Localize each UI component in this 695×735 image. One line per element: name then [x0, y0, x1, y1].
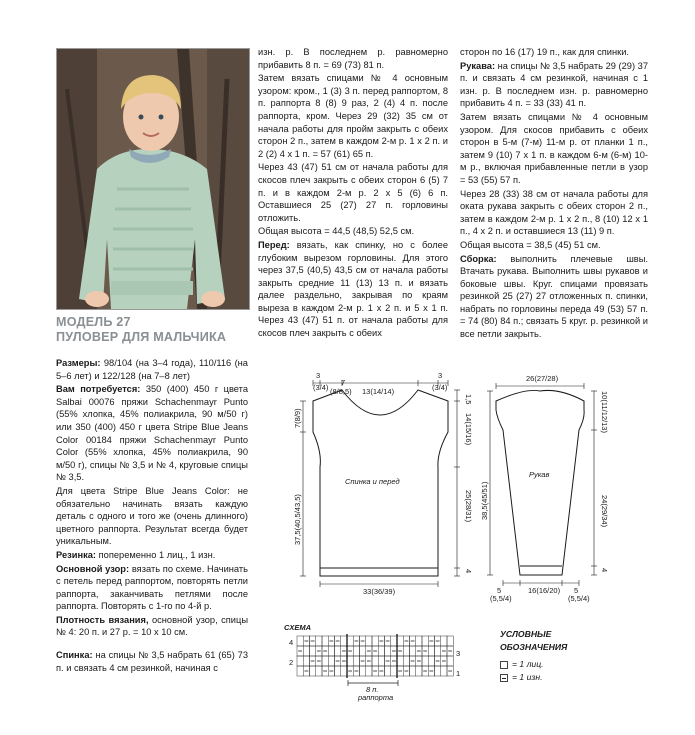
scheme-cell [297, 656, 303, 666]
front-label: Перед: [258, 239, 290, 250]
scheme-cell [410, 666, 416, 676]
scheme-cell [303, 656, 309, 666]
legend-knit [500, 658, 567, 671]
front-continued: сторон по 16 (17) 19 п., как для спинки. [460, 47, 629, 57]
assembly-label: Сборка: [460, 253, 497, 264]
scheme-cell [397, 656, 403, 666]
scheme-cell [422, 636, 428, 646]
back-continued-1: изн. р. В последнем р. равномерно прибавить 8 п. = 69 (73) 81 п. [258, 47, 448, 70]
scheme-cell [366, 636, 372, 646]
scheme-cell [347, 656, 353, 666]
scheme-cell [441, 636, 447, 646]
scheme-cell [316, 666, 322, 676]
body-top-left-frac: (3/4) [313, 383, 329, 392]
sleeve-right-length: 24(29/34) [600, 495, 609, 528]
scheme-cell [303, 646, 309, 656]
scheme-cell [391, 666, 397, 676]
back-label: Спинка: [56, 650, 93, 661]
body-top-right-frac: (3/4) [432, 383, 448, 392]
body-left-height: 37,5(40,5/43,5) [293, 494, 302, 545]
purl-symbol-icon [500, 674, 508, 682]
scheme-cell [328, 646, 334, 656]
scheme-cell [297, 636, 303, 646]
scheme-row-2: 2 [289, 658, 294, 667]
scheme-row-1: 1 [456, 669, 461, 678]
scheme-cell [328, 656, 334, 666]
assembly-text: выполнить плечевые швы. Втачать рукава. Выполнить швы рукавов и боковые швы. Круг. спицами провязать резинкой 25 (27) 27 отложенных п. спинки, набрать по горловины переда 49 (53) 57 п. = 74 (80) 84 п.; связать 5 круг. р. резинкой и все петли закрыть. [460, 253, 648, 340]
body-top-left-3: 3 [316, 371, 321, 380]
scheme-cell [447, 636, 453, 646]
body-bottom-width: 33(36/39) [363, 587, 396, 596]
sleeves-continued-1: Затем вязать спицами № 4 основным узором. Для скосов прибавить с обеих сторон в 5-м (7-м) 11-м р. от планки 1 п., затем 9 (10) 7 х 1 п. в каждом 6-м (6-м) 10-м р., включая прибавленные петли в узор = 53 (55) 57 п. [460, 111, 648, 185]
scheme-repeat-label: раппорта [358, 693, 394, 702]
sleeve-bottom-left: 5 [497, 586, 502, 595]
rib-text: попеременно 1 лиц., 1 изн. [98, 549, 216, 560]
scheme-cell [322, 656, 328, 666]
color-note: Для цвета Stripe Blue Jeans Color: не обязательно начинать вязать каждую деталь с одного и того же (очень длинного) цветного раппорта. Результат всегда будет уникальным. [56, 485, 248, 547]
rib-label: Резинка: [56, 549, 97, 560]
scheme-cell [341, 666, 347, 676]
scheme-cell [410, 646, 416, 656]
scheme-cell [428, 646, 434, 656]
back-total-height: Общая высота = 44,5 (48,5) 52,5 см. [258, 226, 415, 237]
scheme-cell [397, 636, 403, 646]
body-top-7: 7 [341, 378, 346, 387]
scheme-cell [335, 666, 341, 676]
scheme-cell [353, 656, 359, 666]
scheme-row-4: 4 [289, 638, 294, 647]
body-right-4: 4 [464, 569, 473, 574]
sleeves-continued-2: Через 28 (33) 38 см от начала работы для оката рукава закрыть с обеих сторон 2 п., затем в каждом 2-м р. 1 х 2 п., 8 (10) 12 х 1 п., 4 х 2 п. и оставшиеся 13 (11) 9 п. [460, 188, 648, 237]
legend [500, 628, 567, 684]
scheme-cell [360, 646, 366, 656]
sleeve-top-width: 26(27/28) [526, 374, 559, 383]
knit-symbol-icon [500, 661, 508, 669]
scheme-cell [366, 666, 372, 676]
front-text: вязать, как спинку, но с более глубоким вырезом горловины. Для этого через 37,5 (40,5) 43,5 см от начала работы закрыть средние 11 (13) 13 п. и вязать далее раздельно, закрывая по краям выреза в каждом 2-м р. 1 х 2 п. и 5 х 1 п. Через 43 (47) 51 п. от начала работы для скосов плеч закрыть с обеих [258, 239, 448, 339]
model-name: ПУЛОВЕР ДЛЯ МАЛЬЧИКА [56, 330, 227, 344]
body-right-14: 14(15/16) [464, 413, 473, 446]
sleeves-text: на спицы № 3,5 набрать 29 (29) 37 п. и связать 4 см резинкой, начиная с 1 изн. р. В последнем изн. р. равномерно прибавить 4 п. = 33 (33) 41 п. [460, 60, 648, 109]
scheme-cell [360, 666, 366, 676]
scheme-cell [372, 636, 378, 646]
scheme-cell [335, 646, 341, 656]
scheme-cell [428, 656, 434, 666]
body-left-armhole: 7(8/9) [293, 408, 302, 428]
scheme-cell [385, 666, 391, 676]
model-number: МОДЕЛЬ 27 [56, 315, 131, 329]
body-center-label: Спинка и перед [345, 477, 400, 486]
scheme-cell [435, 646, 441, 656]
stitch-scheme-grid [297, 634, 453, 678]
scheme-cell [385, 646, 391, 656]
legend-purl [500, 671, 567, 684]
scheme-cell [391, 636, 397, 646]
scheme-cell [416, 636, 422, 646]
scheme-cell [372, 656, 378, 666]
legend-title-2: ОБОЗНАЧЕНИЯ [500, 642, 568, 652]
scheme-cell [378, 656, 384, 666]
back-continued-2: Затем вязать спицами № 4 основным узором: кром., 1 (3) 3 п. перед раппортом, 8 п. раппорта 8 (8) 9 раз, 2 (4) 4 п. после раппорта, кром. Через 29 (32) 35 см от начала работы для пройм закрыть с обеих сторон 2 п., затем в каждом 2-м р. 1 х 2 п. и 2 (2) 4 х 1 п. = 57 (61) 65 п. [258, 73, 448, 159]
gauge-text: основной узор, спицы № 4: 20 п. и 27 р. = 10 х 10 см. [56, 614, 248, 638]
scheme-cell [422, 656, 428, 666]
scheme-cell [341, 636, 347, 646]
pattern-label: Основной узор: [56, 563, 130, 574]
scheme-cell [447, 656, 453, 666]
sleeves-total-height: Общая высота = 38,5 (45) 51 см. [460, 239, 601, 250]
sleeve-outline [496, 390, 584, 575]
scheme-cell [316, 636, 322, 646]
scheme-cell [403, 646, 409, 656]
scheme-cell [403, 656, 409, 666]
materials-text: 350 (400) 450 г цвета Salbai 00076 пряжи Schachenmayr Punto (55% хлопка, 45% полиакрила, 90 м/50 г) или 350 (400) 450 г цвета Stripe Blue Jeans Color 00184 пряжи Schachenmayr Punto Color (55% хлопка, 45% полиакрила, 90 м/50 г), спицы № 3,5 и № 4, круговые спицы № 3,5. [56, 384, 248, 483]
sleeve-right-cap: 10(11/12/13) [600, 391, 609, 433]
scheme-cell [435, 666, 441, 676]
sleeve-bottom-mid: 16(16/20) [528, 586, 561, 595]
legend-title-1: УСЛОВНЫЕ [500, 629, 552, 639]
pattern-text: вязать по схеме. Начинать с петель перед раппортом, повторять петли раппорта, заканчивать петлями после раппорта. Повторять с 1-го по 4-й р. [56, 563, 248, 612]
materials-label: Вам потребуется: [56, 384, 141, 395]
sizes-text: 98/104 (на 3–4 года), 110/116 (на 5–6 лет) и 122/128 (на 7–8 лет) [56, 358, 248, 381]
sizes-label: Размеры: [56, 358, 101, 368]
body-top-7-frac: (8/8,5) [330, 387, 352, 396]
scheme-cell [416, 666, 422, 676]
legend-purl-text: = 1 изн. [512, 672, 543, 682]
scheme-repeat-count: 8 п. [366, 685, 379, 694]
sleeve-right-4: 4 [600, 568, 609, 573]
sleeve-diagram [487, 383, 597, 586]
body-right-25: 25(28/31) [464, 490, 473, 523]
legend-knit-text: = 1 лиц. [512, 659, 544, 669]
scheme-cell [353, 646, 359, 656]
gauge-label: Плотность вязания, [56, 614, 149, 625]
scheme-title: СХЕМА [284, 623, 311, 632]
sleeve-bottom-right-frac: (5,5/4) [568, 594, 590, 603]
scheme-cell [347, 636, 353, 646]
back-continued-3: Через 43 (47) 51 см от начала работы для скосов плеч закрыть с обеих сторон 6 (5) 7 п. и в каждом 2-м р. 2 х 5 (6) 6 п. Оставшиеся 25 (27) 27 п. горловины отложить. [258, 162, 448, 223]
body-right-1-5: 1,5 [464, 394, 473, 405]
scheme-cell [297, 666, 303, 676]
sleeve-bottom-right: 5 [574, 586, 579, 595]
sleeve-center-label: Рукав [529, 470, 550, 479]
scheme-cell [322, 636, 328, 646]
sleeve-left-height: 38,5(45/51) [480, 481, 489, 520]
back-text: на спицы № 3,5 набрать 61 (65) 73 п. и связать 4 см резинкой, начиная с [56, 650, 248, 673]
body-neck-width: 13(14/14) [362, 387, 395, 396]
scheme-cell [441, 666, 447, 676]
scheme-cell [310, 666, 316, 676]
body-top-right-3: 3 [438, 371, 443, 380]
scheme-cell [378, 646, 384, 656]
sleeve-bottom-left-frac: (5,5/4) [490, 594, 512, 603]
sleeves-label: Рукава: [460, 60, 496, 71]
scheme-row-3: 3 [456, 649, 461, 658]
scheme-cell [310, 646, 316, 656]
